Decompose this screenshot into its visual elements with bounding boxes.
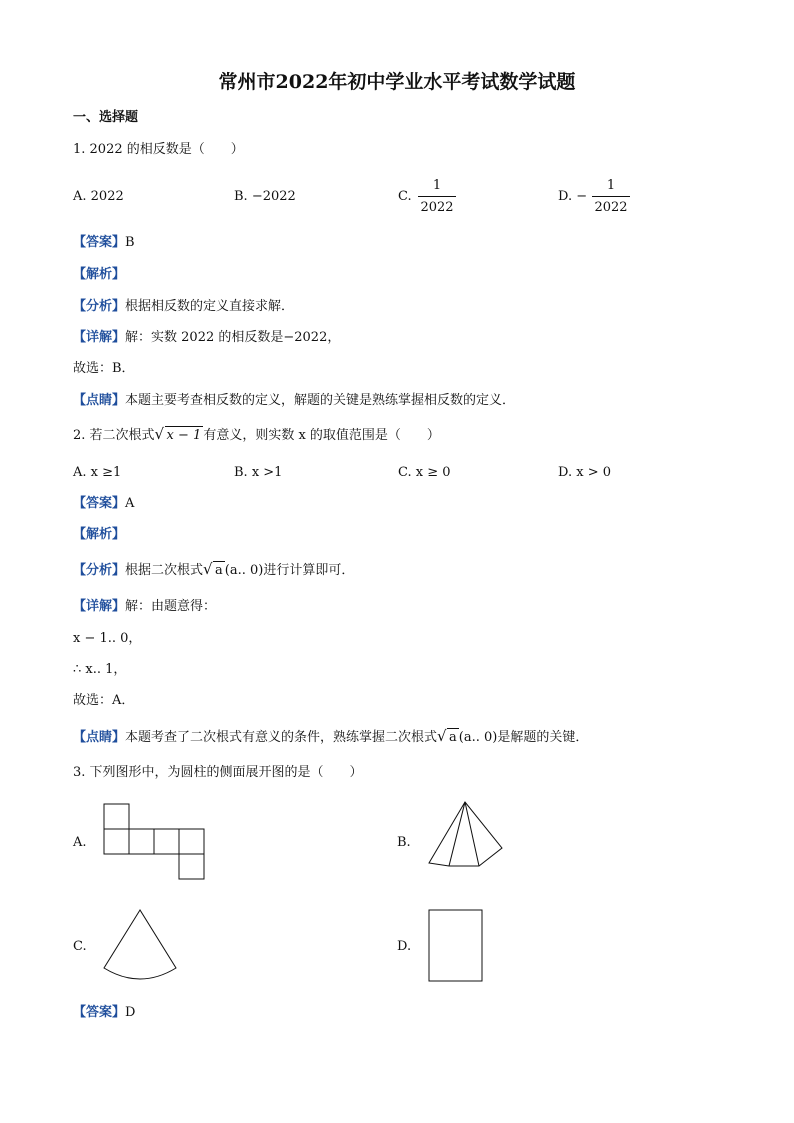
q1-option-c-label: C.	[398, 189, 412, 204]
q1-c-numerator: 1	[432, 178, 442, 193]
q1-xiangjie	[73, 331, 340, 344]
dianjing-pre: 本题考查了二次根式有意义的条件，熟练掌握二次根式	[125, 730, 438, 745]
q2-fenxi	[73, 560, 355, 578]
q1-dianjing	[73, 394, 515, 407]
answer-value: D	[125, 1005, 136, 1020]
net-square	[104, 804, 129, 829]
q2-stem	[73, 425, 440, 443]
q1-option-b: B. −2022	[234, 189, 296, 204]
q2-option-a: A. x ≥1	[73, 465, 122, 480]
answer-value: B	[125, 235, 135, 250]
fenxi-text: 根据相反数的定义直接求解．	[125, 299, 295, 314]
q3-option-d-label: D.	[397, 939, 412, 954]
q2-option-b: B. x >1	[234, 465, 283, 480]
q2-stem-pre: 2. 若二次根式	[73, 428, 155, 443]
q1-d-denominator: 2022	[594, 200, 628, 215]
dianjing-sqrt	[437, 727, 459, 745]
dianjing-post: (a.. 0)是解题的关键．	[458, 730, 589, 745]
q3-option-a-figure	[100, 800, 206, 880]
q2-analysis-tag: 【解析】	[73, 527, 126, 542]
net-square	[179, 854, 204, 879]
rectangle-shape	[429, 910, 482, 981]
xiangjie-text: 解：由题意得：	[125, 599, 217, 614]
q3-answer	[73, 1006, 135, 1019]
sqrt-symbol: √	[154, 425, 165, 443]
q2-step-1: x − 1.. 0，	[73, 631, 142, 646]
pyramid-edge	[465, 802, 479, 866]
net-square	[104, 829, 129, 854]
sqrt-symbol: √	[203, 560, 213, 578]
dianjing-radicand: a	[449, 730, 457, 745]
q1-option-d-label: D. −	[558, 189, 588, 204]
q3-option-c-figure	[100, 906, 180, 986]
net-square	[154, 829, 179, 854]
q1-d-numerator: 1	[606, 178, 616, 193]
q2-sqrt	[154, 425, 204, 443]
q1-conclusion: 故选：B．	[73, 361, 135, 376]
q1-option-d-fraction	[592, 178, 630, 215]
answer-tag: 【答案】	[73, 235, 126, 250]
fenxi-radicand: a	[215, 563, 223, 578]
dianjing-tag: 【点睛】	[73, 730, 126, 745]
answer-tag: 【答案】	[73, 496, 126, 511]
q2-option-d: D. x > 0	[558, 465, 611, 480]
dianjing-tag: 【点睛】	[73, 393, 126, 408]
q2-xiangjie	[73, 600, 216, 613]
fenxi-tag: 【分析】	[73, 563, 126, 578]
q2-answer	[73, 497, 134, 510]
fenxi-sqrt	[203, 560, 225, 578]
q3-option-b-figure	[425, 800, 505, 870]
q1-c-denominator: 2022	[420, 200, 454, 215]
sector-shape	[104, 910, 176, 979]
fenxi-post: (a.. 0)进行计算即可．	[224, 563, 355, 578]
q2-dianjing	[73, 727, 589, 745]
fenxi-tag: 【分析】	[73, 299, 126, 314]
q2-conclusion: 故选：A．	[73, 693, 135, 708]
q3-option-d-figure	[428, 909, 484, 983]
q2-step-2: ∴ x.. 1，	[73, 662, 127, 677]
pyramid-edge	[449, 802, 465, 866]
q1-fenxi	[73, 300, 294, 313]
q1-answer	[73, 236, 135, 249]
section-heading: 一、选择题	[73, 110, 139, 125]
net-square	[129, 829, 154, 854]
answer-tag: 【答案】	[73, 1005, 126, 1020]
sqrt-symbol: √	[437, 727, 447, 745]
q3-option-a-label: A.	[73, 835, 87, 850]
q2-radicand: x − 1	[166, 428, 202, 443]
dianjing-text: 本题主要考查相反数的定义，解题的关键是熟练掌握相反数的定义．	[125, 393, 516, 408]
q1-option-a: A. 2022	[73, 189, 124, 204]
page-title: 常州市2022年初中学业水平考试数学试题	[218, 71, 576, 93]
q1-option-c-fraction	[418, 178, 456, 215]
xiangjie-tag: 【详解】	[73, 599, 126, 614]
q1-stem: 1. 2022 的相反数是（ ）	[73, 142, 244, 157]
net-square	[179, 829, 204, 854]
q3-stem: 3. 下列图形中，为圆柱的侧面展开图的是（ ）	[73, 765, 363, 780]
xiangjie-tag: 【详解】	[73, 330, 126, 345]
answer-value: A	[125, 496, 135, 511]
xiangjie-text: 解：实数 2022 的相反数是−2022，	[125, 330, 341, 345]
q1-analysis-tag: 【解析】	[73, 267, 126, 282]
pyramid-outline	[429, 802, 502, 866]
q3-option-c-label: C.	[73, 939, 87, 954]
q2-stem-post: 有意义，则实数 x 的取值范围是（ ）	[203, 428, 440, 443]
fenxi-pre: 根据二次根式	[125, 563, 204, 578]
q3-option-b-label: B.	[397, 835, 411, 850]
q2-option-c: C. x ≥ 0	[398, 465, 451, 480]
